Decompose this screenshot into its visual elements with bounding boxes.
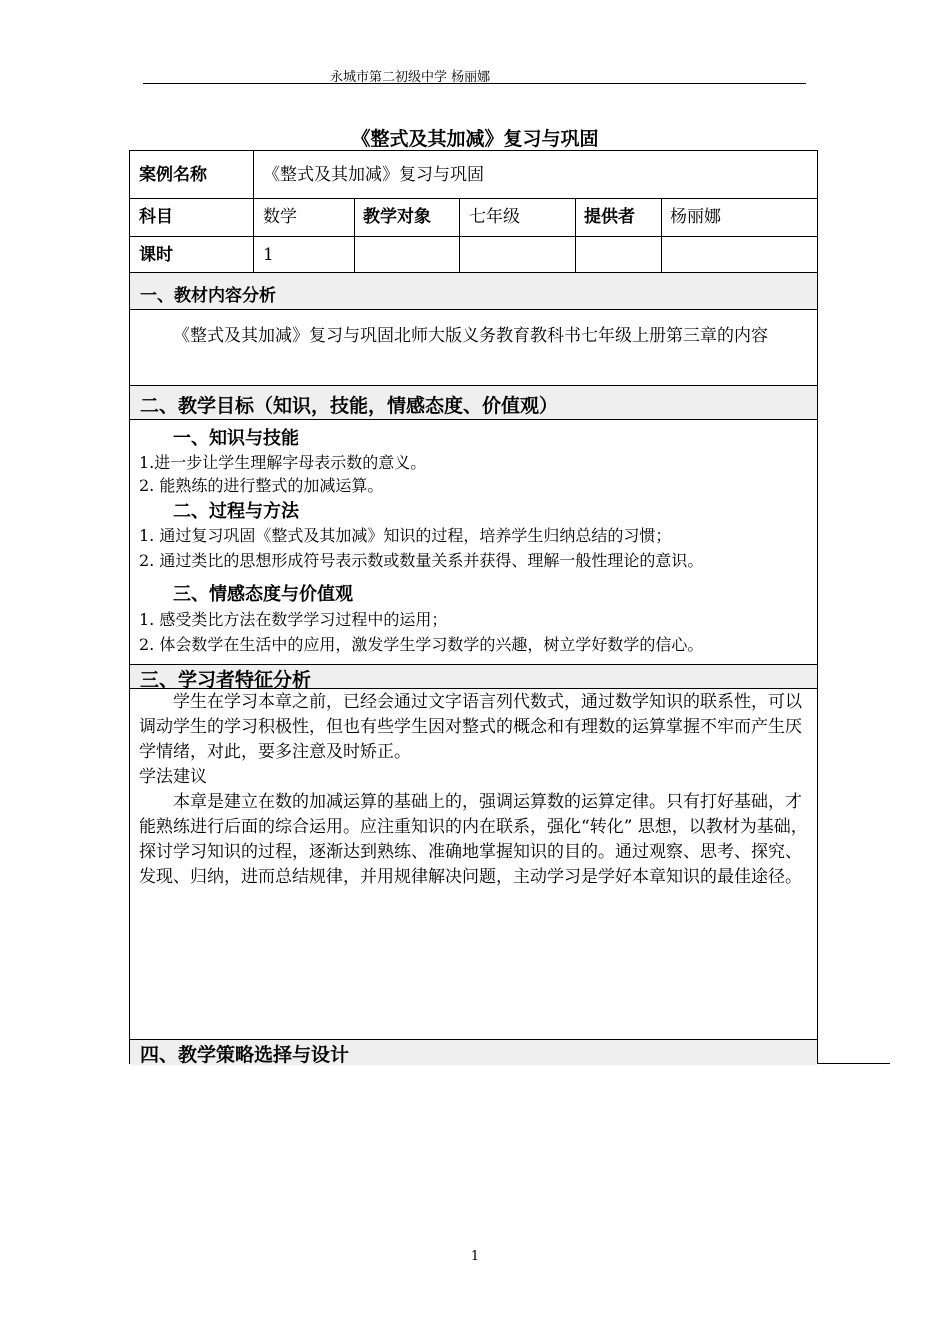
- case-name-value: 《整式及其加减》复习与巩固: [263, 165, 484, 185]
- page-header-text: 永城市第二初级中学 杨丽娜: [330, 70, 491, 85]
- goal-item: 2. 能熟练的进行整式的加减运算。: [139, 476, 384, 495]
- period-value: 1: [263, 245, 274, 265]
- study-advice-label: 学法建议: [139, 767, 207, 787]
- learner-analysis-paragraph: 学生在学习本章之前，已经会通过文字语言列代数式，通过数学知识的联系性，可以调动学生的学习积极性，但也有些学生因对整式的概念和有理数的运算掌握不牢而产生厌学情绪，对此，要多注意及时矫正。: [139, 692, 802, 762]
- case-name-label: 案例名称: [139, 165, 207, 185]
- provider-value: 杨丽娜: [670, 207, 721, 227]
- goal-item: 2. 通过类比的思想形成符号表示数或数量关系并获得、理解一般性理论的意识。: [139, 551, 704, 570]
- attitude-values-subheading: 三、情感态度与价值观: [173, 584, 353, 605]
- audience-label: 教学对象: [363, 207, 431, 227]
- goal-item: 1. 通过复习巩固《整式及其加减》知识的过程，培养学生归纳总结的习惯；: [139, 526, 672, 545]
- section2-heading: 二、教学目标（知识，技能，情感态度、价值观）: [140, 395, 559, 417]
- goal-item: 2. 体会数学在生活中的应用，激发学生学习数学的兴趣，树立学好数学的信心。: [139, 635, 704, 654]
- table-bottom-extension-rule: [818, 1063, 890, 1064]
- period-label: 课时: [139, 245, 173, 265]
- section1-body: 《整式及其加减》复习与巩固北师大版义务教育教科书七年级上册第三章的内容: [173, 326, 768, 346]
- provider-label: 提供者: [584, 207, 635, 227]
- lesson-plan-table: [129, 150, 818, 1064]
- column-divider: [253, 151, 254, 272]
- goal-item: 1.进一步让学生理解字母表示数的意义。: [139, 453, 427, 472]
- section3-heading: 三、学习者特征分析: [140, 669, 312, 691]
- subject-value: 数学: [263, 207, 297, 227]
- row-divider: [130, 385, 817, 386]
- goal-item: 1. 感受类比方法在数学学习过程中的运用；: [139, 610, 448, 629]
- column-divider: [575, 198, 576, 272]
- document-title: 《整式及其加减》复习与巩固: [351, 128, 599, 150]
- knowledge-skills-subheading: 一、知识与技能: [173, 428, 299, 449]
- row-divider: [130, 198, 817, 199]
- row-divider: [130, 236, 817, 237]
- column-divider: [459, 198, 460, 272]
- row-divider: [130, 309, 817, 310]
- process-method-subheading: 二、过程与方法: [173, 501, 299, 522]
- column-divider: [354, 198, 355, 272]
- column-divider: [661, 198, 662, 272]
- section4-heading: 四、教学策略选择与设计: [140, 1044, 350, 1066]
- audience-value: 七年级: [469, 207, 520, 227]
- study-advice-paragraph: 本章是建立在数的加减运算的基础上的，强调运算数的运算定律。只有打好基础，才能熟练进行后面的综合运用。应注重知识的内在联系，强化“转化” 思想，以教材为基础，探讨学习知识的过程，逐渐达到熟练、准确地掌握知识的目的。通过观察、思考、探究、发现、归纳，进而总结规律，并用规律解决问题，主动学习是学好本章知识的最佳途径。: [139, 792, 808, 887]
- header-rule: [143, 83, 806, 84]
- page-number: 1: [470, 1249, 480, 1264]
- row-divider: [130, 419, 817, 420]
- section1-heading: 一、教材内容分析: [140, 286, 276, 306]
- subject-label: 科目: [139, 207, 173, 227]
- row-divider: [130, 272, 817, 273]
